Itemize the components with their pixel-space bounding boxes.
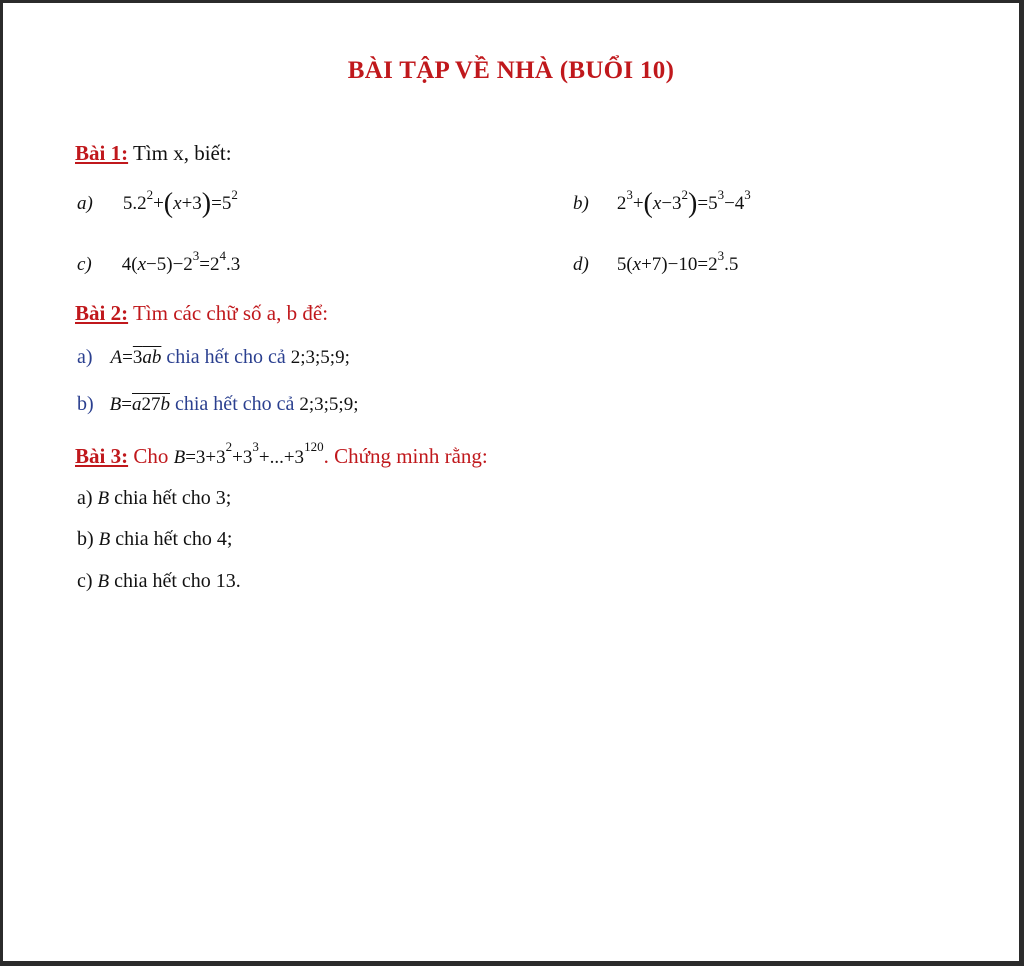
exercise-2b bbox=[77, 393, 359, 416]
divisor-list: 2;3;5;9; bbox=[290, 347, 350, 368]
item-var: B bbox=[97, 488, 110, 509]
exercise-3-tail: . Chứng minh rằng: bbox=[323, 444, 488, 468]
exercise-1c bbox=[77, 248, 241, 276]
math-expression: $4(x-5)-2^3=2^4.3$ bbox=[121, 248, 241, 275]
math-expression: B=a27b bbox=[109, 394, 170, 415]
item-letter: c) bbox=[77, 570, 93, 592]
math-expression: $B=3+3^2+3^3+...+3^{120}$ bbox=[173, 439, 324, 468]
exercise-3c bbox=[77, 570, 241, 593]
math-expression: $5(x+7)-10=2^3.5$ bbox=[616, 248, 739, 275]
exercise-3-cho: Cho bbox=[133, 444, 169, 468]
page-title: BÀI TẬP VỀ NHÀ (BUỔI 10) bbox=[347, 57, 675, 84]
document-page bbox=[3, 3, 1019, 961]
item-letter: d) bbox=[573, 254, 589, 275]
exercise-3b bbox=[77, 528, 232, 551]
exercise-3a bbox=[77, 487, 231, 510]
exercise-1-text: Tìm x, biết: bbox=[132, 141, 232, 165]
exercise-2-heading bbox=[75, 301, 328, 326]
item-text: chia hết cho 3; bbox=[114, 487, 232, 509]
exercise-1-label: Bài 1: bbox=[75, 141, 129, 165]
item-letter: b) bbox=[77, 393, 94, 415]
item-letter: a) bbox=[77, 487, 93, 509]
item-letter: a) bbox=[77, 346, 93, 368]
math-expression: A=3ab bbox=[110, 347, 162, 368]
item-text: chia hết cho 13. bbox=[114, 570, 241, 592]
item-var: B bbox=[98, 529, 111, 550]
exercise-1d bbox=[573, 248, 739, 276]
exercise-1-heading bbox=[75, 141, 232, 166]
exercise-1a bbox=[77, 187, 238, 219]
item-letter: b) bbox=[77, 528, 94, 550]
exercise-1b bbox=[573, 187, 751, 219]
math-expression: $5.2^2+(x+3)=5^2$ bbox=[122, 187, 238, 219]
exercise-2a bbox=[77, 346, 350, 369]
item-letter: b) bbox=[573, 193, 589, 214]
item-var: B bbox=[97, 571, 110, 592]
item-letter: c) bbox=[77, 254, 92, 275]
exercise-2-text: Tìm các chữ số a, b để: bbox=[132, 301, 329, 325]
item-text: chia hết cho cả bbox=[175, 393, 295, 415]
exercise-2-label: Bài 2: bbox=[75, 301, 129, 325]
divisor-list: 2;3;5;9; bbox=[299, 394, 359, 415]
item-letter: a) bbox=[77, 193, 93, 214]
exercise-3-label: Bài 3: bbox=[75, 444, 129, 468]
exercise-3-heading bbox=[75, 439, 488, 469]
item-text: chia hết cho cả bbox=[166, 346, 286, 368]
math-expression: $2^3+(x-3^2)=5^3-4^3$ bbox=[616, 187, 751, 219]
item-text: chia hết cho 4; bbox=[115, 528, 233, 550]
